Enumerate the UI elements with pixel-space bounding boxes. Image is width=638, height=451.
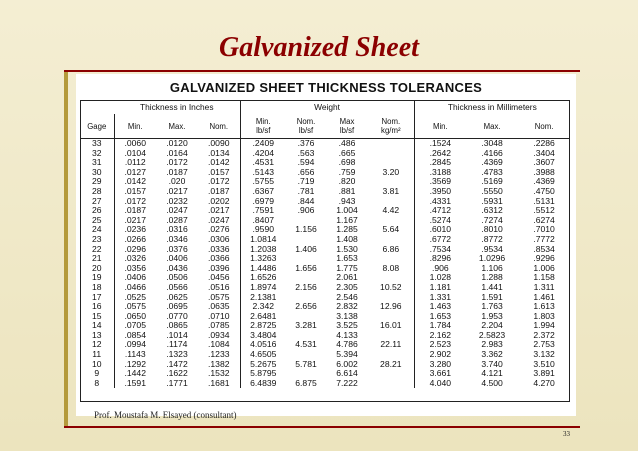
table-cell: 1.803 [533, 310, 555, 321]
table-cell: 1.156 [295, 224, 317, 235]
table-cell: 1.441 [481, 281, 503, 292]
table-cell: .2286 [533, 138, 555, 148]
table-cell: .906 [414, 264, 466, 274]
table-cell: .0157 [208, 166, 230, 177]
table-cell: 6.002 [336, 358, 358, 369]
table-cell: .0232 [166, 195, 188, 206]
gage-cell: 17 [91, 291, 102, 302]
table-cell: 7.222 [336, 377, 358, 388]
table-cell: .6312 [481, 205, 503, 216]
table-cell: .3607 [533, 157, 555, 168]
table-cell: 1.004 [336, 205, 358, 216]
table-cell: .3404 [533, 147, 555, 158]
table-cell: 2.832 [336, 301, 358, 312]
table-cell: .759 [338, 166, 356, 177]
table-cell: 4.42 [382, 205, 400, 216]
table-cell: .2409 [240, 139, 286, 149]
gage-cell: 9 [94, 368, 100, 379]
table-cell: .656 [297, 166, 315, 177]
table-cell: 2.656 [295, 301, 317, 312]
table-cell: .8407 [240, 216, 286, 226]
table-cell: .5131 [533, 195, 555, 206]
column-header: Nom. lb/sf [286, 114, 326, 139]
table-cell: .0112 [114, 158, 156, 168]
table-cell: 2.8725 [240, 321, 286, 331]
table-cell: 6.875 [295, 377, 317, 388]
table-row [80, 379, 570, 389]
table-cell: .4166 [481, 147, 503, 158]
table-cell: 1.653 [414, 312, 466, 322]
table-cell: .0406 [166, 253, 188, 264]
table-cell: 1.2038 [240, 245, 286, 255]
table-cell: .0346 [166, 233, 188, 244]
table-cell: 1.6526 [240, 273, 286, 283]
table-cell: .0276 [208, 224, 230, 235]
table-cell: .1292 [114, 360, 156, 370]
table-cell: 5.781 [295, 358, 317, 369]
table-cell: .943 [338, 195, 356, 206]
table-cell: .0157 [114, 187, 156, 197]
table-cell: .0436 [166, 262, 188, 273]
table-cell: 2.162 [414, 331, 466, 341]
table-cell: 3.81 [382, 185, 400, 196]
gage-cell: 23 [91, 233, 102, 244]
table-cell: .5143 [240, 168, 286, 178]
column-header: Nom. [198, 114, 240, 139]
table-cell: .0172 [166, 157, 188, 168]
table-cell: 4.121 [481, 368, 503, 379]
table-cell: .0376 [166, 243, 188, 254]
table-cell [368, 379, 414, 389]
table-cell: .563 [297, 147, 315, 158]
table-cell: .5274 [414, 216, 466, 226]
table-cell: .2845 [414, 158, 466, 168]
gage-cell: 31 [91, 157, 102, 168]
table-cell: 4.500 [481, 377, 503, 388]
table-title: GALVANIZED SHEET THICKNESS TOLERANCES [169, 80, 483, 95]
column-header: Nom. kg/m² [368, 114, 414, 139]
table-cell: .1382 [208, 358, 230, 369]
table-cell: .0142 [208, 157, 230, 168]
table-cell [368, 139, 414, 149]
table-cell: .020 [168, 176, 186, 187]
table-cell: 1.591 [481, 291, 503, 302]
table-cell: .0575 [114, 302, 156, 312]
table-cell: 3.132 [533, 349, 555, 360]
table-cell: .0236 [114, 225, 156, 235]
table-cell: 2.372 [533, 329, 555, 340]
table-cell: 2.305 [336, 281, 358, 292]
table-cell: .4204 [240, 149, 286, 159]
table-cell: .906 [297, 205, 315, 216]
gage-cell: 25 [91, 214, 102, 225]
gage-cell: 13 [91, 329, 102, 340]
gage-cell: 15 [91, 310, 102, 321]
table-cell: .0705 [114, 321, 156, 331]
table-cell: 3.661 [414, 369, 466, 379]
table-cell: .0336 [208, 243, 230, 254]
table-cell: .1472 [166, 358, 188, 369]
table-cell: .4331 [414, 197, 466, 207]
table-cell: .0650 [114, 312, 156, 322]
gage-cell: 26 [91, 205, 102, 216]
slide-title: Galvanized Sheet [219, 32, 419, 63]
table-cell: 1.953 [481, 310, 503, 321]
table-cell: 3.20 [382, 166, 400, 177]
column-header: Min. lb/sf [240, 114, 286, 139]
table-cell: .0217 [114, 216, 156, 226]
table-cell: 5.394 [336, 349, 358, 360]
table-cell: 6.4839 [240, 379, 286, 389]
table-cell: .0710 [208, 310, 230, 321]
table-cell: .0134 [208, 147, 230, 158]
table-cell: .0994 [114, 340, 156, 350]
table-cell: 1.3263 [240, 254, 286, 264]
table-cell: 1.763 [481, 301, 503, 312]
table-cell: .7274 [481, 214, 503, 225]
column-header: Gage [80, 114, 114, 139]
table-cell: .594 [297, 157, 315, 168]
gage-cell: 29 [91, 176, 102, 187]
table-cell: .8772 [481, 233, 503, 244]
table-cell: 4.0516 [240, 340, 286, 350]
table-cell: .881 [338, 185, 356, 196]
gage-cell: 8 [94, 377, 100, 388]
table-cell: 4.040 [414, 379, 466, 389]
table-cell: .7534 [414, 245, 466, 255]
table-cell: .8534 [533, 243, 555, 254]
table-cell: .0695 [166, 301, 188, 312]
table-cell: .3048 [481, 138, 503, 148]
table-cell: .0187 [208, 185, 230, 196]
table-cell: .6010 [414, 225, 466, 235]
table-cell: .1591 [114, 379, 156, 389]
author-credit: Prof. Moustafa M. Elsayed (consultant) [94, 410, 237, 420]
table-cell: .0575 [208, 291, 230, 302]
table-cell: 5.64 [382, 224, 400, 235]
gage-cell: 14 [91, 320, 102, 331]
table-cell: .6367 [240, 187, 286, 197]
table-cell: .6979 [240, 197, 286, 207]
table-cell: 1.994 [533, 320, 555, 331]
table-cell: .4750 [533, 185, 555, 196]
column-header-row [80, 114, 570, 139]
column-header: Min. [114, 114, 156, 139]
table-cell: 2.061 [336, 272, 358, 283]
table-cell: 2.902 [414, 350, 466, 360]
table-cell: .0406 [114, 273, 156, 283]
table-cell: 6.614 [336, 368, 358, 379]
table-cell: 3.525 [336, 320, 358, 331]
table-cell: .0296 [114, 245, 156, 255]
table-cell: .0566 [166, 281, 188, 292]
table-cell: 1.530 [336, 243, 358, 254]
column-header: Min. [414, 114, 466, 139]
page-number: 33 [563, 430, 570, 438]
table-cell: .3950 [414, 187, 466, 197]
table-cell: 4.133 [336, 329, 358, 340]
table-cell: .0060 [114, 139, 156, 149]
table-cell: .8296 [414, 254, 466, 264]
table-cell: 1.181 [414, 283, 466, 293]
table-cell: 4.786 [336, 339, 358, 350]
table-cell: 2.6481 [240, 312, 286, 322]
gage-cell: 12 [91, 339, 102, 350]
table-cell: .0865 [166, 320, 188, 331]
table-cell: 1.461 [533, 291, 555, 302]
table-cell: .486 [338, 138, 356, 148]
table-cell: .781 [297, 185, 315, 196]
table-cell: .376 [297, 138, 315, 148]
gage-cell: 28 [91, 185, 102, 196]
table-cell: .0164 [166, 147, 188, 158]
table-cell [368, 369, 414, 379]
column-header: Max. [466, 114, 518, 139]
table-cell: 1.4486 [240, 264, 286, 274]
table-cell: .0202 [208, 195, 230, 206]
table-cell: .5169 [481, 176, 503, 187]
table-cell: 2.546 [336, 291, 358, 302]
table-cell: .0142 [114, 177, 156, 187]
table-cell: .4783 [481, 166, 503, 177]
table-cell: .1174 [166, 339, 188, 350]
table-cell: .4712 [414, 206, 466, 216]
table-cell: 1.167 [336, 214, 358, 225]
table-body [80, 139, 570, 389]
gage-cell: 30 [91, 166, 102, 177]
gage-cell: 18 [91, 281, 102, 292]
table-cell: 1.158 [533, 272, 555, 283]
table-cell: .0625 [166, 291, 188, 302]
table-cell: .8010 [481, 224, 503, 235]
table-cell: .1233 [208, 349, 230, 360]
table-cell: .1622 [166, 368, 188, 379]
table-cell: .0090 [208, 138, 230, 148]
table-cell: 5.2675 [240, 360, 286, 370]
table-cell: 2.204 [481, 320, 503, 331]
table-cell: 28.21 [380, 358, 402, 369]
table-cell: .698 [338, 157, 356, 168]
table-cell: .665 [338, 147, 356, 158]
table-cell: 1.8974 [240, 283, 286, 293]
table-cell: .5931 [481, 195, 503, 206]
table-cell: .1771 [166, 377, 188, 388]
group-header-row [80, 100, 570, 114]
gage-cell: 32 [91, 147, 102, 158]
table-cell: .820 [338, 176, 356, 187]
gage-cell: 33 [91, 138, 102, 148]
table-cell: .719 [297, 176, 315, 187]
table-cell: 1.0814 [240, 235, 286, 245]
table-cell: .4369 [533, 176, 555, 187]
table-cell: .0266 [114, 235, 156, 245]
table-cell: .4531 [240, 158, 286, 168]
table-cell: .3569 [414, 177, 466, 187]
table-cell: .0456 [208, 272, 230, 283]
table-cell: .9534 [481, 243, 503, 254]
table-cell: .1084 [208, 339, 230, 350]
gage-cell: 19 [91, 272, 102, 283]
gage-cell: 20 [91, 262, 102, 273]
table-cell: 1.408 [336, 233, 358, 244]
table-cell: .0247 [208, 214, 230, 225]
table-cell: 1.656 [295, 262, 317, 273]
table-cell: 4.6505 [240, 350, 286, 360]
table-cell: .0306 [208, 233, 230, 244]
table-cell: .0854 [114, 331, 156, 341]
group-header-weight: Weight [314, 101, 341, 112]
title-divider-line [64, 70, 580, 72]
group-header-inches: Thickness in Inches [139, 101, 214, 112]
table-cell: 3.891 [533, 368, 555, 379]
table-cell: 1.613 [533, 301, 555, 312]
column-header: Max. [156, 114, 198, 139]
table-cell: .2642 [414, 149, 466, 159]
table-cell: 6.86 [382, 243, 400, 254]
footer-divider-line [64, 426, 580, 428]
table-cell: 1.406 [295, 243, 317, 254]
table-cell: .6274 [533, 214, 555, 225]
table-cell: .0785 [208, 320, 230, 331]
table-cell: 3.362 [481, 349, 503, 360]
table-cell: 22.11 [380, 339, 402, 350]
table-cell: 1.028 [414, 273, 466, 283]
table-cell: 1.106 [481, 262, 503, 273]
table-cell: 1.288 [481, 272, 503, 283]
table-cell [368, 149, 414, 159]
table-cell: .5755 [240, 177, 286, 187]
tolerance-table [80, 100, 570, 388]
table-cell: .7772 [533, 233, 555, 244]
table-cell: .1442 [114, 369, 156, 379]
table-cell: .0635 [208, 301, 230, 312]
gage-cell: 11 [92, 349, 102, 360]
table-cell: .0172 [208, 176, 230, 187]
table-cell: 10.52 [380, 281, 402, 292]
table-cell: .5550 [481, 185, 503, 196]
table-cell: 1.331 [414, 293, 466, 303]
table-cell: .1524 [414, 139, 466, 149]
table-cell: 3.740 [481, 358, 503, 369]
table-cell: 2.1381 [240, 293, 286, 303]
table-cell: 5.8795 [240, 369, 286, 379]
table-cell: .6772 [414, 235, 466, 245]
table-cell: .0770 [166, 310, 188, 321]
table-cell: .0187 [114, 206, 156, 216]
table-cell: 3.138 [336, 310, 358, 321]
table-cell: 1.784 [414, 321, 466, 331]
table-cell: 3.4804 [240, 331, 286, 341]
table-cell: .9296 [533, 253, 555, 264]
table-cell: 16.01 [380, 320, 402, 331]
table-cell: .1143 [114, 350, 156, 360]
table-cell: .1323 [166, 349, 188, 360]
table-cell: .7010 [533, 224, 555, 235]
table-cell: .0104 [114, 149, 156, 159]
table-cell: .3988 [533, 166, 555, 177]
group-header-mm: Thickness in Millimeters [447, 101, 537, 112]
table-cell: 1.0296 [478, 253, 506, 264]
table-cell: .0287 [166, 214, 188, 225]
table-cell: .7591 [240, 206, 286, 216]
table-cell: 1.285 [336, 224, 358, 235]
table-cell: 2.342 [240, 302, 286, 312]
table-cell: .0356 [114, 264, 156, 274]
table-cell: 12.96 [380, 301, 402, 312]
table-cell: 1.775 [336, 262, 358, 273]
table-cell: .0326 [114, 254, 156, 264]
table-cell: .3188 [414, 168, 466, 178]
table-cell: .1681 [208, 377, 230, 388]
table-cell: .0506 [166, 272, 188, 283]
table-cell: .0120 [166, 138, 188, 148]
table-cell: .844 [297, 195, 315, 206]
table-cell: .0127 [114, 168, 156, 178]
table-cell: .5512 [533, 205, 555, 216]
table-cell: .1014 [166, 329, 188, 340]
table-cell: 8.08 [382, 262, 400, 273]
table-cell: 1.463 [414, 302, 466, 312]
table-cell: .0217 [208, 205, 230, 216]
table-cell: 1.653 [336, 253, 358, 264]
table-cell: .0366 [208, 253, 230, 264]
table-cell: 4.531 [295, 339, 317, 350]
table-cell: 2.753 [533, 339, 555, 350]
table-cell: .1532 [208, 368, 230, 379]
table-cell: 3.280 [414, 360, 466, 370]
table-cell: .0187 [166, 166, 188, 177]
table-cell: .0217 [166, 185, 188, 196]
table-cell: .0516 [208, 281, 230, 292]
table-cell: .0316 [166, 224, 188, 235]
table-cell: 3.510 [533, 358, 555, 369]
table-cell: .4369 [481, 157, 503, 168]
table-cell: 1.311 [533, 281, 555, 292]
gage-cell: 27 [91, 195, 102, 206]
gage-cell: 24 [91, 224, 102, 235]
table-cell: 4.270 [533, 377, 555, 388]
table-cell: 1.006 [533, 262, 555, 273]
table-cell: .0172 [114, 197, 156, 207]
column-header: Nom. [518, 114, 570, 139]
gage-cell: 16 [91, 301, 102, 312]
table-cell: .9590 [240, 225, 286, 235]
table-cell: .0396 [208, 262, 230, 273]
table-cell: .0466 [114, 283, 156, 293]
gage-cell: 21 [91, 253, 102, 264]
table-cell: 2.156 [295, 281, 317, 292]
table-cell: .0525 [114, 293, 156, 303]
scanned-table-image [76, 74, 576, 416]
table-cell: 2.523 [414, 340, 466, 350]
column-header: Max lb/sf [326, 114, 368, 139]
table-cell: 3.281 [295, 320, 317, 331]
table-cell: .0247 [166, 205, 188, 216]
table-cell: 2.5823 [478, 329, 506, 340]
table-cell: 2.983 [481, 339, 503, 350]
table-cell: .0934 [208, 329, 230, 340]
left-accent-bar [64, 72, 68, 426]
gage-cell: 10 [91, 358, 102, 369]
gage-cell: 22 [91, 243, 102, 254]
